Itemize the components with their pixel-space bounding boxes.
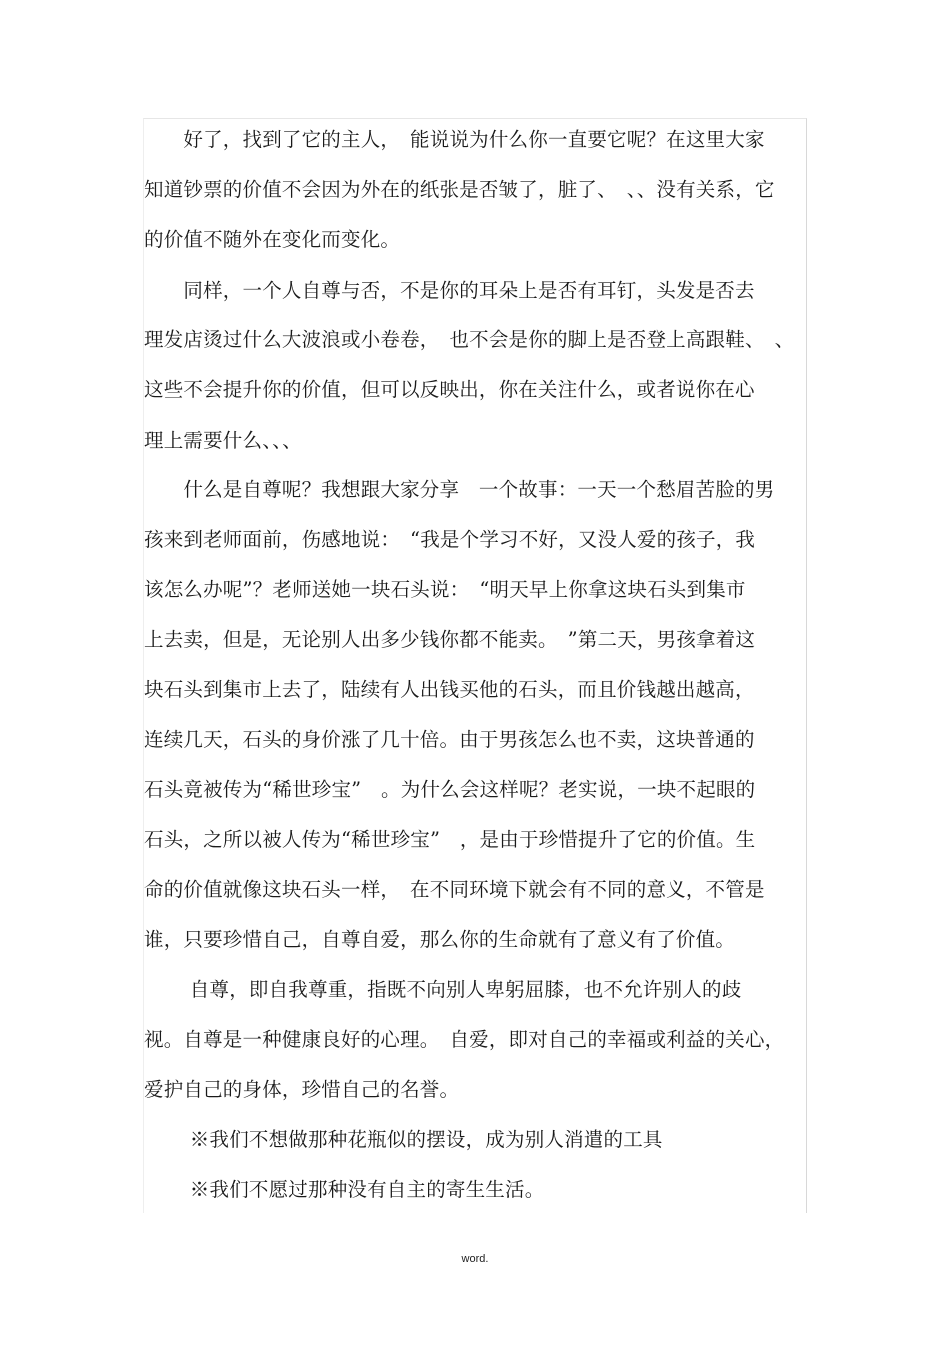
text-line: 自尊，即自我尊重，指既不向别人卑躬屈膝，也不允许别人的歧	[144, 978, 742, 1001]
text-line: 石头竟被传为“稀世珍宝” 。为什么会这样呢？老实说，一块不起眼的	[144, 778, 756, 801]
text-line: 视。自尊是一种健康良好的心理。 自爱，即对自己的幸福或利益的关心，	[144, 1028, 785, 1051]
text-line: 理发店烫过什么大波浪或小卷卷， 也不会是你的脚上是否登上高跟鞋、 、	[144, 328, 795, 351]
text-line: 孩来到老师面前，伤感地说： “我是个学习不好，又没人爱的孩子，我	[144, 528, 756, 551]
text-line: 的价值不随外在变化而变化。	[144, 228, 401, 251]
text-line: 理上需要什么、、、	[144, 429, 302, 452]
text-line: 同样，一个人自尊与否，不是你的耳朵上是否有耳钉，头发是否去	[144, 279, 755, 302]
text-line: 什么是自尊呢？我想跟大家分享 一个故事：一天一个愁眉苦脸的男	[144, 478, 775, 501]
text-line: 连续几天，石头的身价涨了几十倍。由于男孩怎么也不卖，这块普通的	[144, 728, 755, 751]
page-footer: word.	[461, 1253, 489, 1265]
text-line: 该怎么办呢”？老师送她一块石头说： “明天早上你拿这块石头到集市	[144, 578, 746, 601]
text-line: ※我们不想做那种花瓶似的摆设，成为别人消遣的工具	[144, 1128, 663, 1151]
text-line: 这些不会提升你的价值，但可以反映出，你在关注什么，或者说你在心	[144, 378, 755, 401]
text-line: 块石头到集市上去了，陆续有人出钱买他的石头，而且价钱越出越高，	[144, 678, 755, 701]
text-line: 好了，找到了它的主人， 能说说为什么你一直要它呢？在这里大家	[144, 128, 765, 151]
text-line: 上去卖，但是，无论别人出多少钱你都不能卖。 ”第二天，男孩拿着这	[144, 628, 756, 651]
text-line: 命的价值就像这块石头一样， 在不同环境下就会有不同的意义，不管是	[144, 878, 765, 901]
text-line: 知道钞票的价值不会因为外在的纸张是否皱了，脏了、 、、没有关系，它	[144, 178, 775, 201]
text-line: 石头，之所以被人传为“稀世珍宝” ，是由于珍惜提升了它的价值。生	[144, 828, 756, 851]
text-line: ※我们不愿过那种没有自主的寄生生活。	[144, 1178, 545, 1201]
text-line: 爱护自己的身体，珍惜自己的名誉。	[144, 1078, 460, 1101]
text-line: 谁，只要珍惜自己，自尊自爱，那么你的生命就有了意义有了价值。	[144, 928, 736, 951]
